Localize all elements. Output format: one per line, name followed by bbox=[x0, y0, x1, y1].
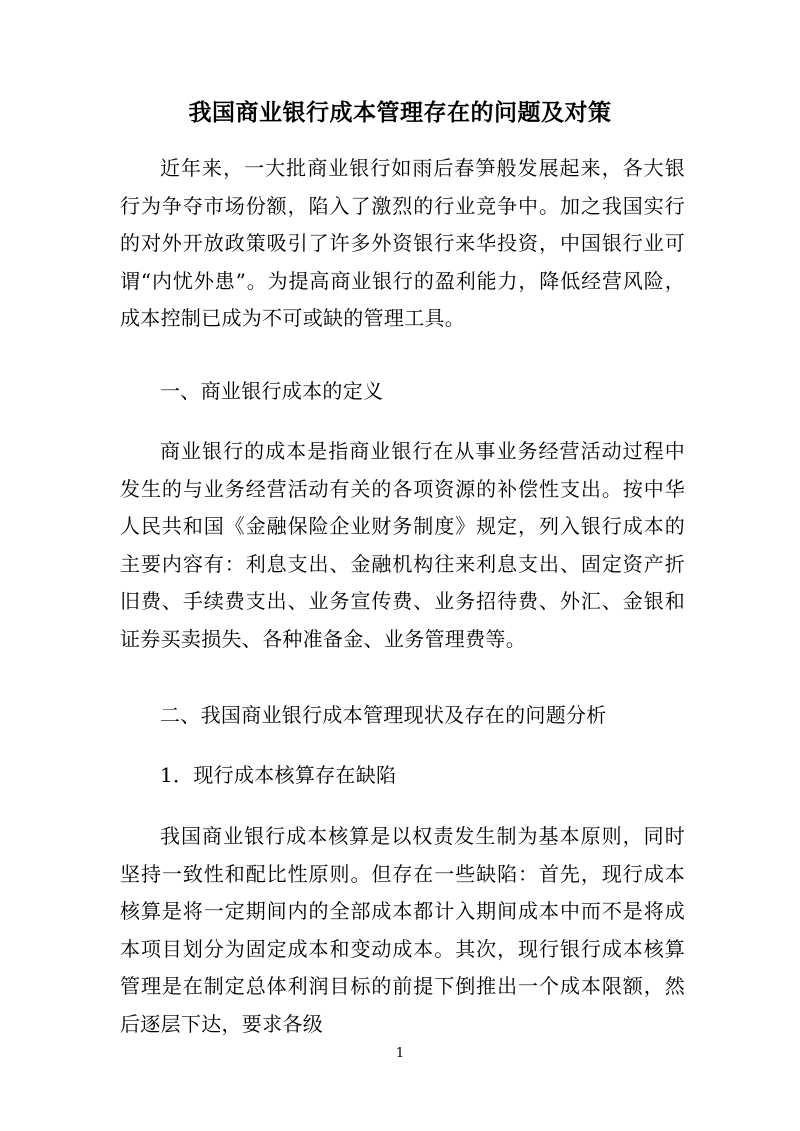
section-heading-definition: 一、商业银行成本的定义 bbox=[160, 379, 384, 403]
document-title: 我国商业银行成本管理存在的问题及对策 bbox=[188, 100, 612, 126]
subsection-heading-cost-accounting: 1．现行成本核算存在缺陷 bbox=[160, 763, 397, 787]
intro-paragraph: 近年来，一大批商业银行如雨后春笋般发展起来，各大银行为争夺市场份额，陷入了激烈的行业竞争中。加之我国实行的对外开放政策吸引了许多外资银行来华投资，中国银行业可谓“内忧外患”。为提高商业银行的盈利能力，降低经营风险，成本控制已成为不可或缺的管理工具。 bbox=[120, 156, 685, 330]
section-heading-analysis: 二、我国商业银行成本管理现状及存在的问题分析 bbox=[160, 703, 607, 727]
definition-paragraph: 商业银行的成本是指商业银行在从事业务经营活动过程中发生的与业务经营活动有关的各项资源的补偿性支出。按中华人民共和国《金融保险企业财务制度》规定，列入银行成本的主要内容有：利息支出、金融机构往来利息支出、固定资产折旧费、手续费支出、业务宣传费、业务招待费、外汇、金银和证券买卖损失、各种准备金、业务管理费等。 bbox=[120, 439, 685, 651]
page-number: 1 bbox=[395, 1046, 405, 1061]
cost-accounting-paragraph: 我国商业银行成本核算是以权责发生制为基本原则，同时坚持一致性和配比性原则。但存在一些缺陷：首先，现行成本核算是将一定期间内的全部成本都计入期间成本中而不是将成本项目划分为固定成本和变动成本。其次，现行银行成本核算管理是在制定总体利润目标的前提下倒推出一个成本限额，然后逐层下达，要求各级 bbox=[120, 824, 685, 1036]
